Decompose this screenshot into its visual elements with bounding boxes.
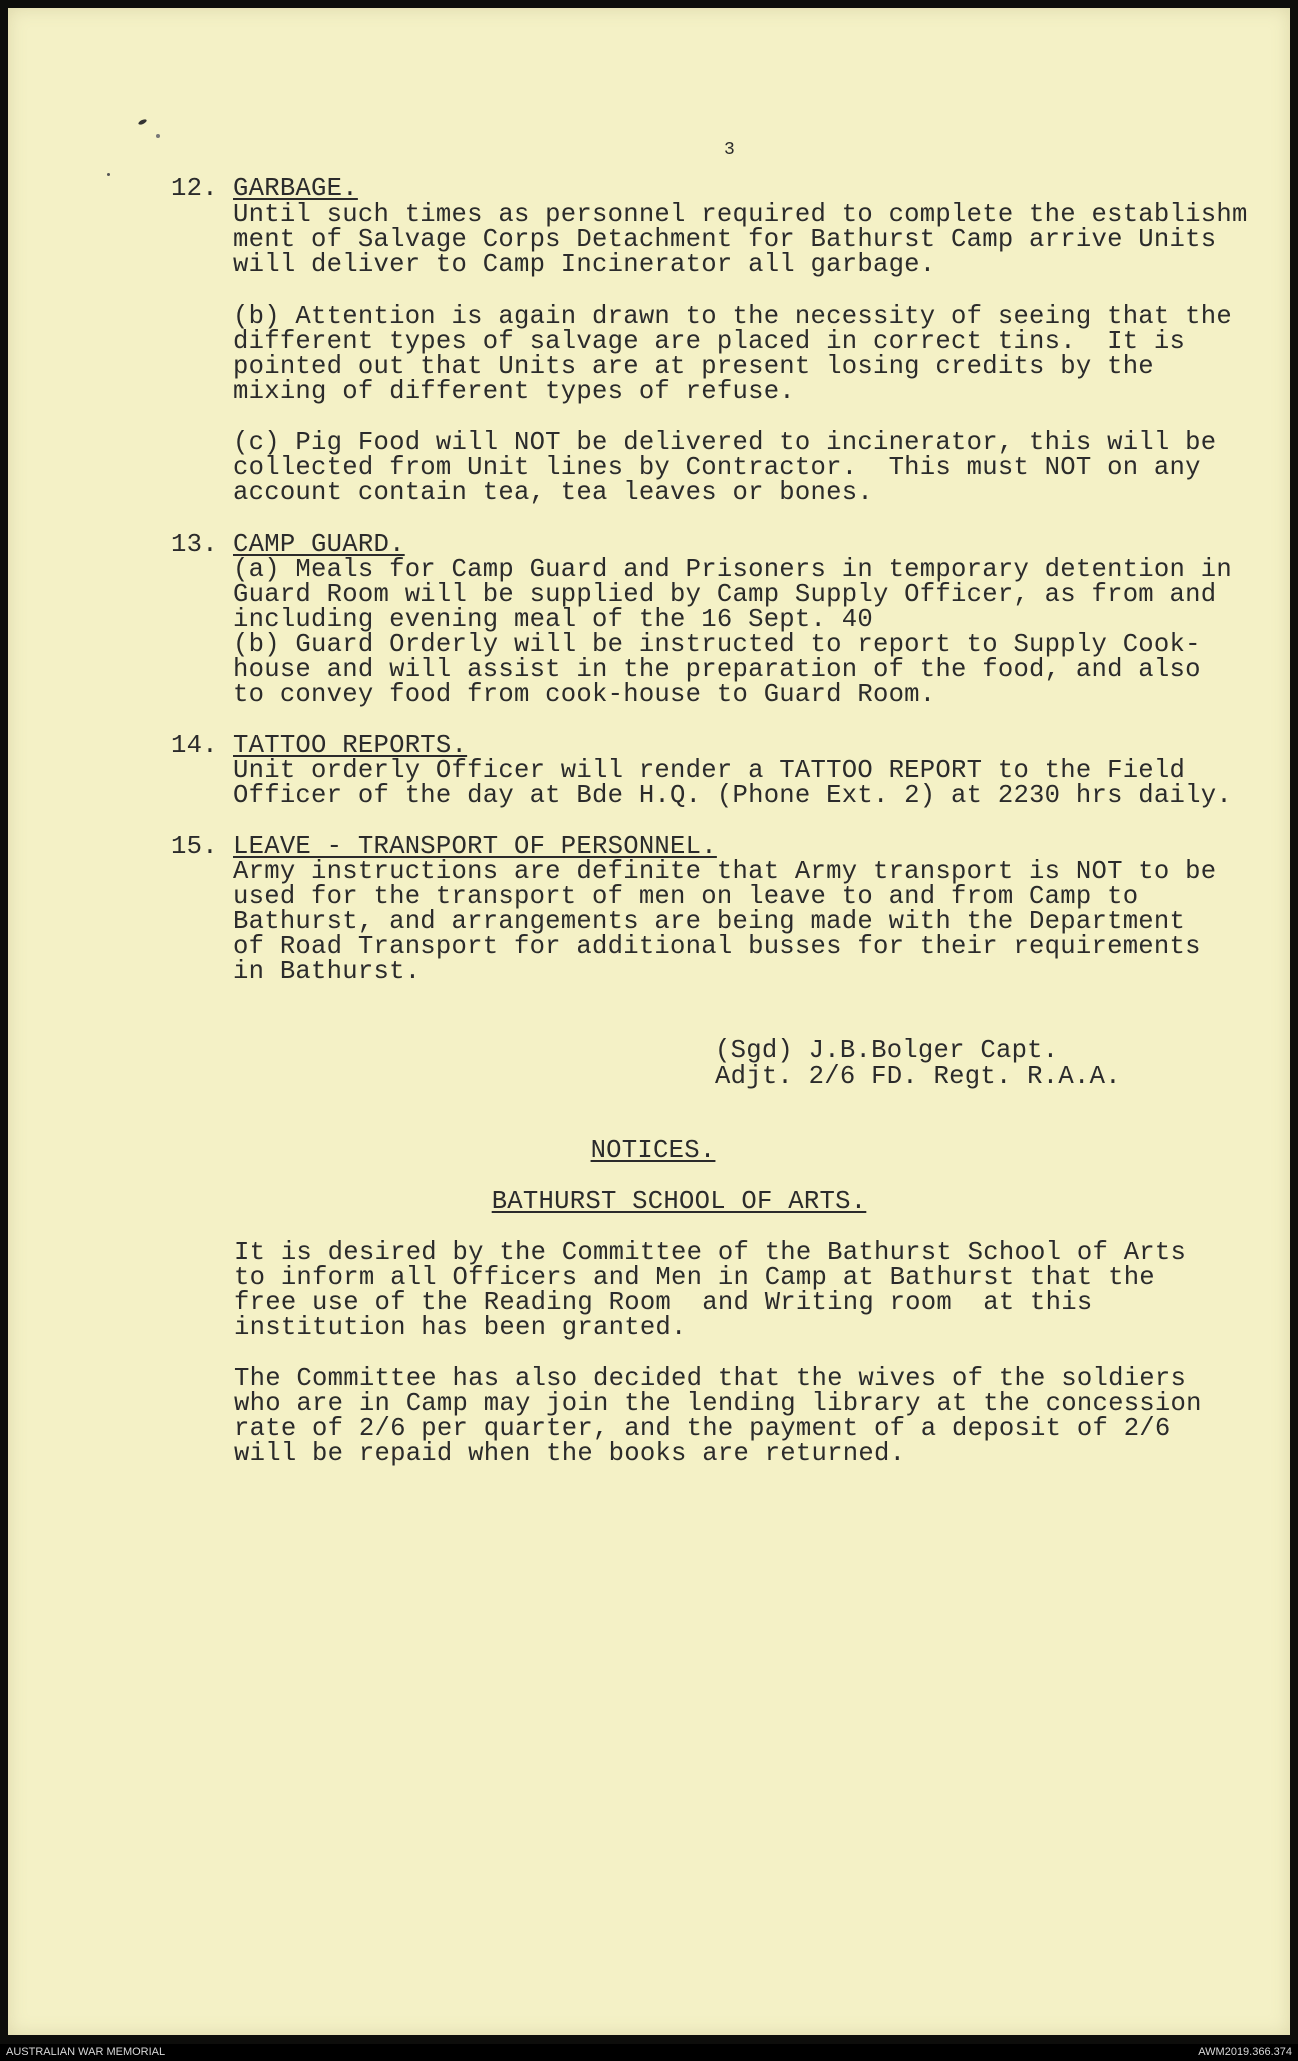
notices-subtitle — [8, 1189, 1298, 1215]
section-12-line: Until such times as personnel required to complete the establishm — [233, 200, 1248, 229]
section-12-heading: GARBAGE. — [233, 174, 358, 203]
notice-line: who are in Camp may join the lending library at the concession — [234, 1389, 1202, 1418]
notice-line: The Committee has also decided that the wives of the soldiers — [234, 1364, 1187, 1393]
footer-accession: AWM2019.366.374 — [1198, 2046, 1292, 2058]
section-12b-line: mixing of different types of refuse. — [233, 377, 795, 406]
signature-name: (Sgd) J.B.Bolger Capt. — [715, 1036, 1059, 1065]
section-12c-line: (c) Pig Food will NOT be delivered to incinerator, this will be — [233, 428, 1217, 457]
notices-subtitle-text: BATHURST SCHOOL OF ARTS. — [491, 1187, 867, 1216]
signature-title: Adjt. 2/6 FD. Regt. R.A.A. — [715, 1062, 1121, 1091]
notice-line: institution has been granted. — [234, 1313, 687, 1342]
notice-line: It is desired by the Committee of the Bathurst School of Arts — [234, 1238, 1187, 1267]
section-14-heading: TATTOO REPORTS. — [233, 731, 468, 760]
section-12b-line: (b) Attention is again drawn to the necessity of seeing that the — [233, 302, 1232, 331]
section-14-line: Unit orderly Officer will render a TATTOO REPORT to the Field — [233, 756, 1186, 785]
section-12b-line: different types of salvage are placed in correct tins. It is — [233, 327, 1186, 356]
section-12c-line: account contain tea, tea leaves or bones. — [233, 478, 873, 507]
section-13-number: 13. — [171, 530, 218, 559]
footer-bar — [0, 2044, 1298, 2061]
section-15-line: Bathurst, and arrangements are being made with the Department — [233, 907, 1186, 936]
notices-title — [8, 1138, 1294, 1164]
document-page — [8, 8, 1290, 2035]
notice-line: to inform all Officers and Men in Camp at Bathurst that the — [234, 1263, 1155, 1292]
section-13-line: (b) Guard Orderly will be instructed to report to Supply Cook- — [233, 630, 1201, 659]
notice-line: will be repaid when the books are returned. — [234, 1439, 906, 1468]
section-12-line: will deliver to Camp Incinerator all garbage. — [233, 250, 936, 279]
section-15-line: in Bathurst. — [233, 957, 421, 986]
section-13-line: house and will assist in the preparation of the food, and also — [233, 655, 1201, 684]
notices-title-text: NOTICES. — [590, 1136, 716, 1165]
section-15-line: Army instructions are definite that Army transport is NOT to be — [233, 857, 1217, 886]
section-13-line: to convey food from cook-house to Guard Room. — [233, 680, 936, 709]
section-14-number: 14. — [171, 731, 218, 760]
section-13-line: including evening meal of the 16 Sept. 40 — [233, 605, 873, 634]
section-12-number: 12. — [171, 174, 218, 203]
section-13-line: (a) Meals for Camp Guard and Prisoners in temporary detention in — [233, 555, 1232, 584]
ink-speck — [107, 173, 110, 176]
section-14-line: Officer of the day at Bde H.Q. (Phone Ext. 2) at 2230 hrs daily. — [233, 781, 1232, 810]
section-12c-line: collected from Unit lines by Contractor. This must NOT on any — [233, 453, 1201, 482]
section-12b-line: pointed out that Units are at present losing credits by the — [233, 352, 1154, 381]
notice-line: free use of the Reading Room and Writing room at this — [234, 1288, 1093, 1317]
notice-line: rate of 2/6 per quarter, and the payment of a deposit of 2/6 — [234, 1414, 1171, 1443]
section-13-heading: CAMP GUARD. — [233, 530, 405, 559]
section-15-line: of Road Transport for additional busses for their requirements — [233, 932, 1201, 961]
section-15-heading: LEAVE - TRANSPORT OF PERSONNEL. — [233, 832, 717, 861]
section-12-line: ment of Salvage Corps Detachment for Bathurst Camp arrive Units — [233, 225, 1217, 254]
section-15-line: used for the transport of men on leave to and from Camp to — [233, 882, 1139, 911]
footer-source: AUSTRALIAN WAR MEMORIAL — [6, 2046, 166, 2058]
section-15-number: 15. — [171, 832, 218, 861]
ink-speck — [138, 118, 148, 125]
section-13-line: Guard Room will be supplied by Camp Supply Officer, as from and — [233, 580, 1217, 609]
ink-speck — [156, 134, 160, 138]
page-mark: 3 — [724, 140, 736, 160]
